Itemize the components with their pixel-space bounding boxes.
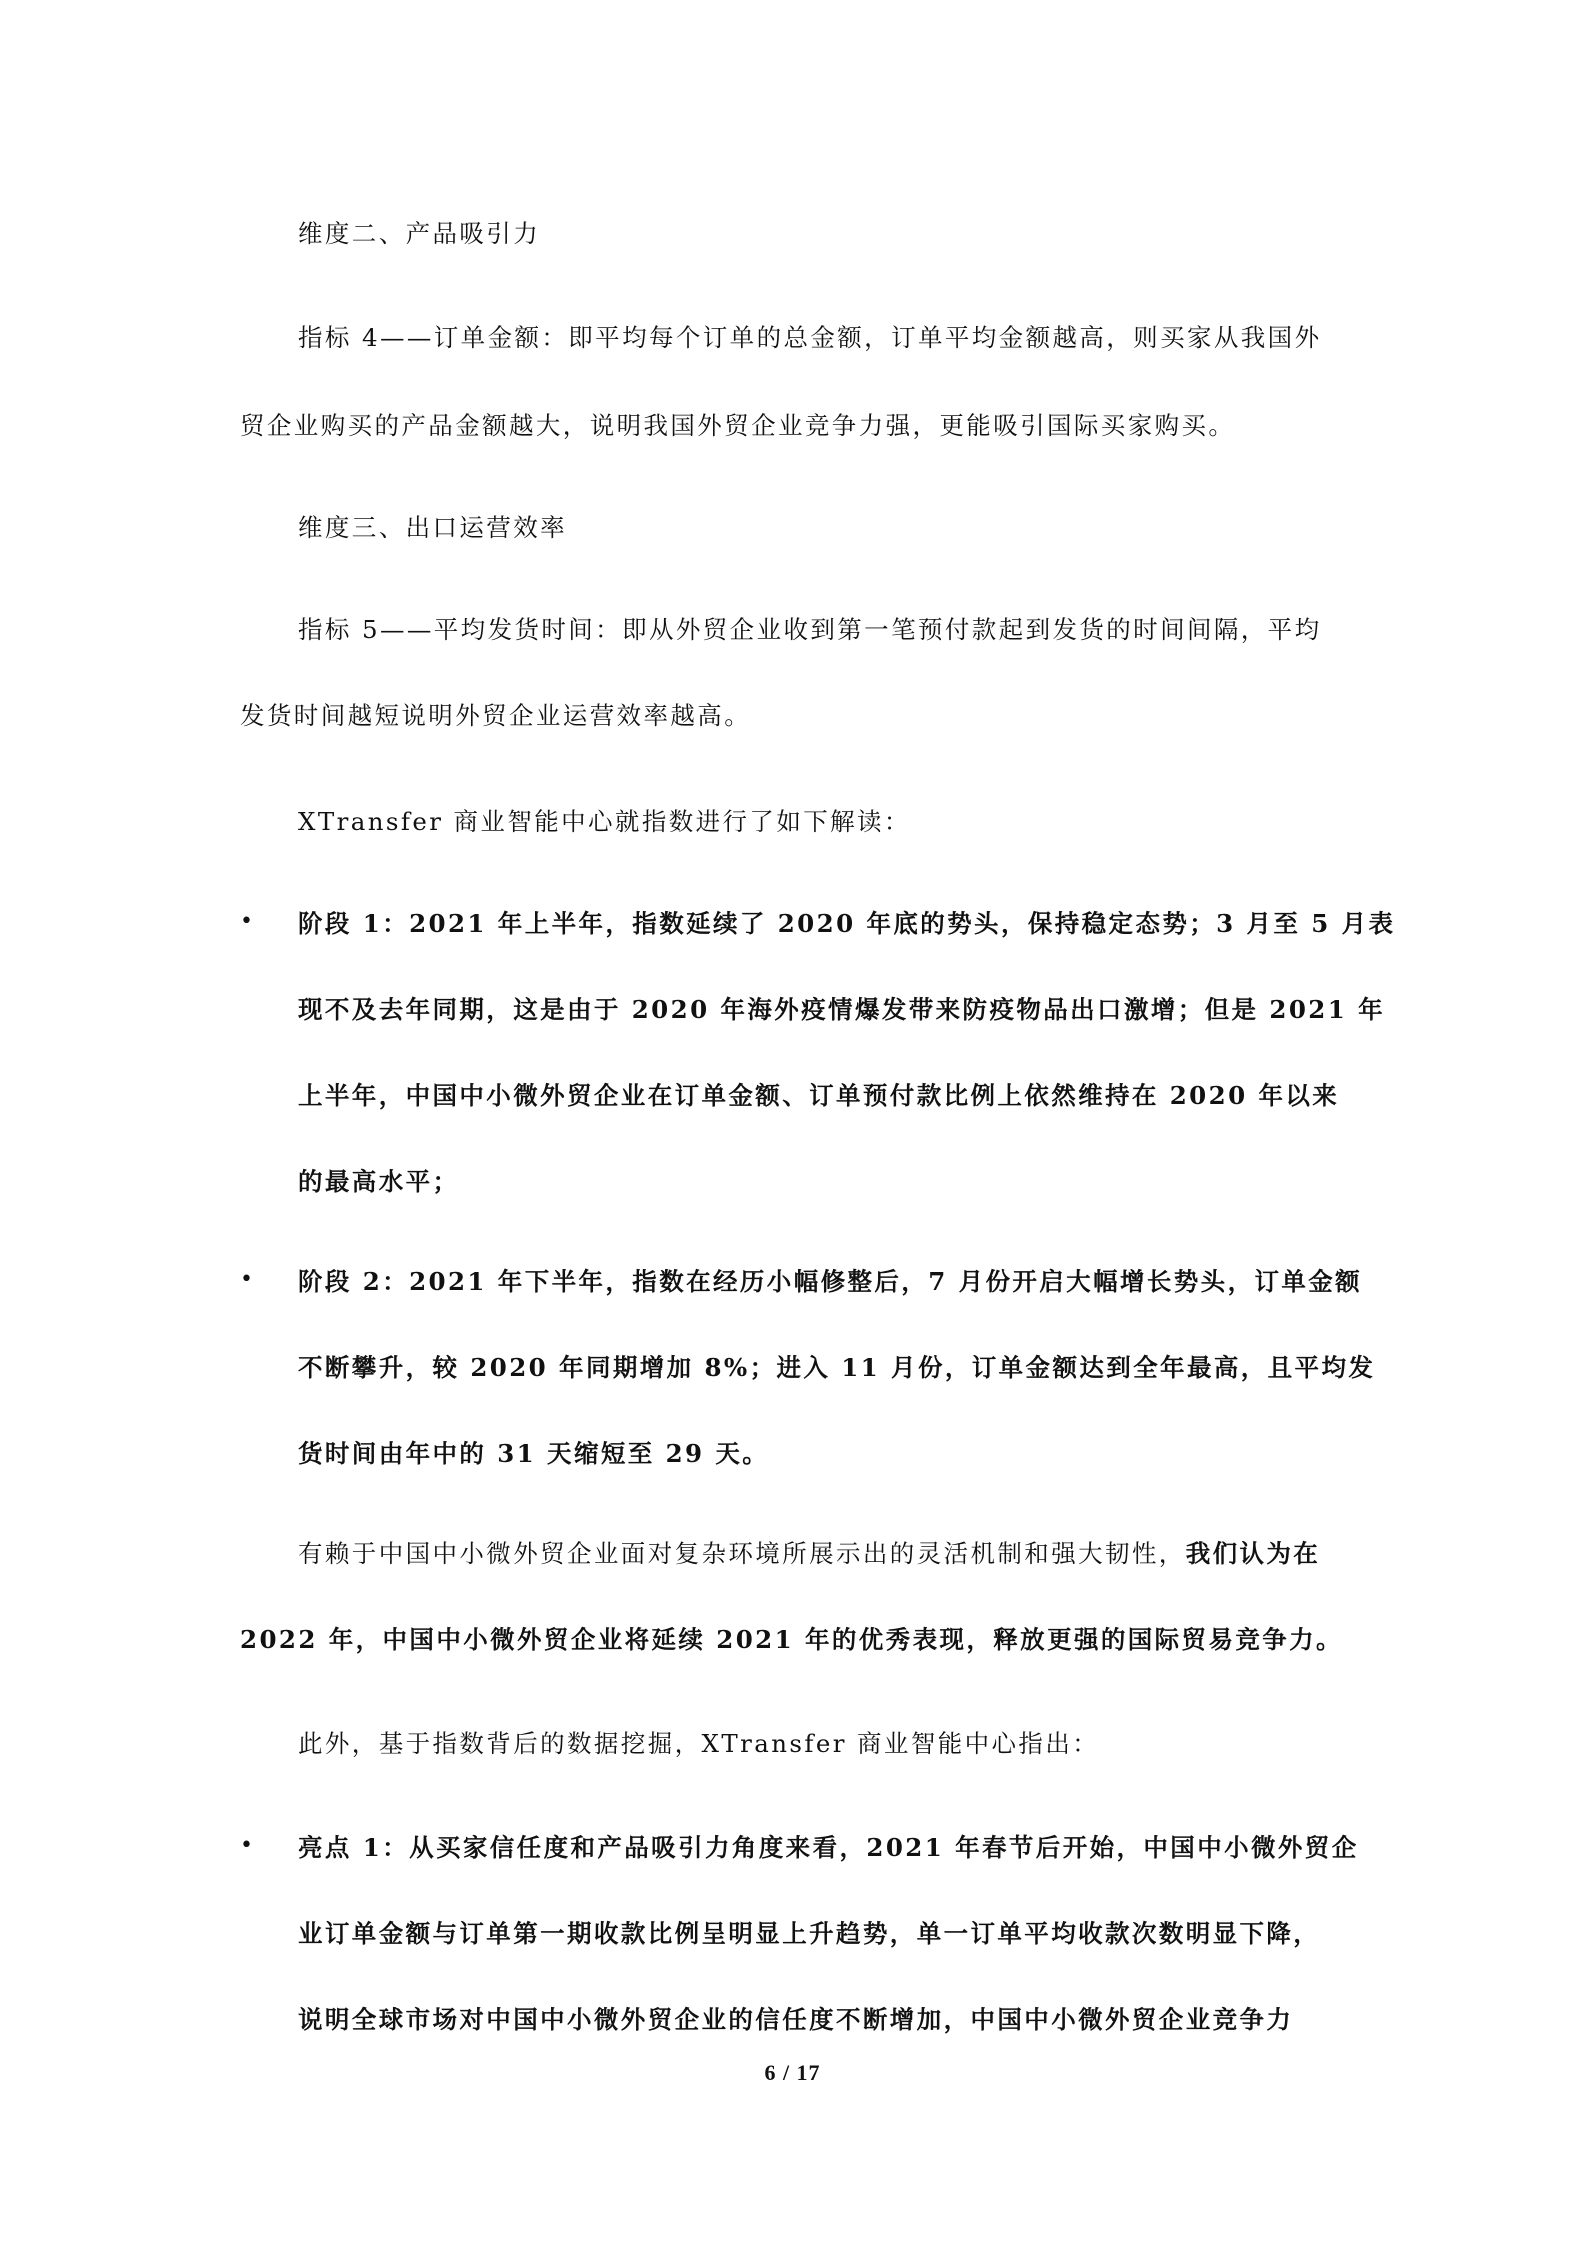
bullet-text-line: 货时间由年中的 31 天缩短至 29 天。 xyxy=(298,1439,770,1468)
paragraph-text: 有赖于中国中小微外贸企业面对复杂环境所展示出的灵活机制和强大韧性， xyxy=(298,1539,1186,1568)
bullet-marker: • xyxy=(240,909,253,934)
page-number: 6 / 17 xyxy=(764,2060,821,2085)
section-heading: 维度三、出口运营效率 xyxy=(298,513,567,542)
bullet-text-line: 的最高水平； xyxy=(298,1167,460,1196)
paragraph-line: 此外，基于指数背后的数据挖掘，XTransfer 商业智能中心指出： xyxy=(298,1729,1100,1758)
bullet-text-line: 现不及去年同期，这是由于 2020 年海外疫情爆发带来防疫物品出口激增；但是 2021 年 xyxy=(298,995,1385,1024)
paragraph-line: XTransfer 商业智能中心就指数进行了如下解读： xyxy=(298,807,911,836)
bullet-marker: • xyxy=(240,1267,253,1292)
paragraph-line: 指标 4——订单金额：即平均每个订单的总金额，订单平均金额越高，则买家从我国外 xyxy=(298,323,1322,352)
paragraph-bold-text: 我们认为在 xyxy=(1185,1539,1321,1568)
bullet-marker: • xyxy=(240,1833,253,1858)
bullet-text-line: 不断攀升，较 2020 年同期增加 8%；进入 11 月份，订单金额达到全年最高，且平均发 xyxy=(298,1353,1376,1382)
bullet-text-line: 阶段 2：2021 年下半年，指数在经历小幅修整后，7 月份开启大幅增长势头，订单金额 xyxy=(298,1267,1363,1296)
paragraph-bold-line: 2022 年，中国中小微外贸企业将延续 2021 年的优秀表现，释放更强的国际贸易竞争力。 xyxy=(240,1625,1343,1654)
paragraph-line xyxy=(298,1538,1320,1570)
bullet-text-line: 说明全球市场对中国中小微外贸企业的信任度不断增加，中国中小微外贸企业竞争力 xyxy=(298,2005,1294,2034)
bullet-text-line: 亮点 1：从买家信任度和产品吸引力角度来看，2021 年春节后开始，中国中小微外贸企 xyxy=(298,1833,1359,1862)
bullet-text-line: 阶段 1：2021 年上半年，指数延续了 2020 年底的势头，保持稳定态势；3 月至 5 月表 xyxy=(298,909,1396,938)
bullet-text-line: 上半年，中国中小微外贸企业在订单金额、订单预付款比例上依然维持在 2020 年以来 xyxy=(298,1081,1340,1110)
paragraph-line: 指标 5——平均发货时间：即从外贸企业收到第一笔预付款起到发货的时间间隔，平均 xyxy=(298,615,1322,644)
paragraph-line: 贸企业购买的产品金额越大，说明我国外贸企业竞争力强，更能吸引国际买家购买。 xyxy=(240,411,1236,440)
section-heading: 维度二、产品吸引力 xyxy=(298,219,541,248)
paragraph-line: 发货时间越短说明外贸企业运营效率越高。 xyxy=(240,701,752,730)
bullet-text-line: 业订单金额与订单第一期收款比例呈明显上升趋势，单一订单平均收款次数明显下降， xyxy=(298,1919,1321,1948)
